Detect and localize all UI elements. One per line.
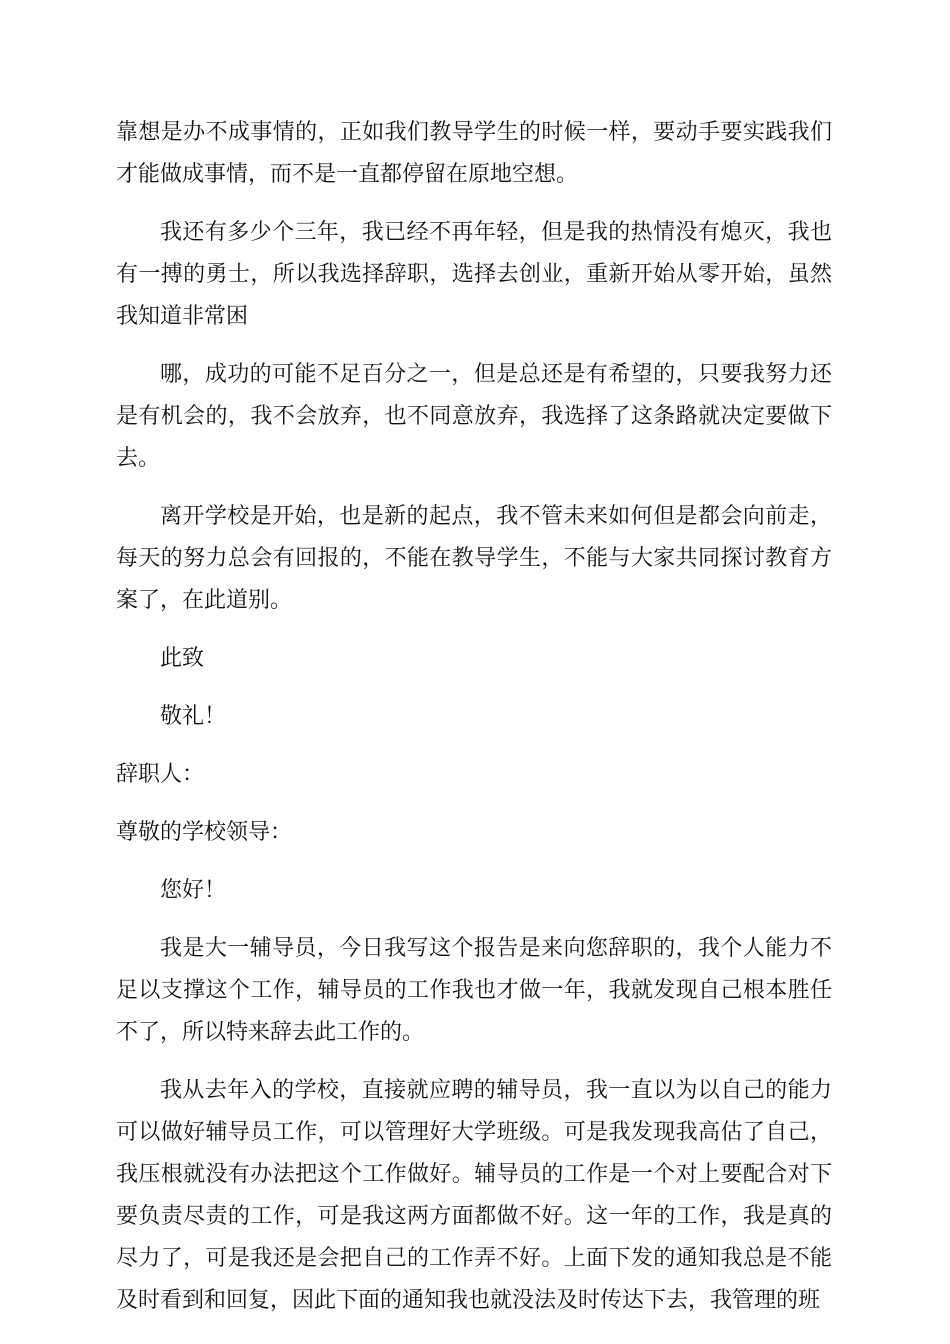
paragraph-line: 尊敬的学校领导： [116,820,293,845]
paragraph-line: 此致 [160,646,205,671]
paragraph-line: 敬礼！ [160,704,227,729]
paragraph-line: 可以做好辅导员工作，可以管理好大学班级。可是我发现我高估了自己， [116,1120,832,1145]
paragraph-line: 案了，在此道别。 [116,588,293,613]
paragraph-line: 不了，所以特来辞去此工作的。 [116,1020,425,1045]
paragraph-line: 足以支撑这个工作，辅导员的工作我也才做一年，我就发现自己根本胜任 [116,978,832,1003]
paragraph-line: 辞职人： [116,762,205,787]
paragraph [116,870,832,912]
paragraph [116,928,832,1054]
document-page [116,112,832,1338]
paragraph-line: 我压根就没有办法把这个工作做好。辅导员的工作是一个对上要配合对下 [116,1162,832,1187]
paragraph-line: 及时看到和回复，因此下面的通知我也就没法及时传达下去，我管理的班 [116,1288,821,1313]
paragraph-line: 离开学校是开始，也是新的起点，我不管未来如何但是都会向前走， [160,504,832,529]
paragraph-line: 您好！ [160,878,227,903]
paragraph [116,1070,832,1322]
paragraph-line: 我还有多少个三年，我已经不再年轻，但是我的热情没有熄灭，我也 [160,220,832,245]
paragraph-line: 才能做成事情，而不是一直都停留在原地空想。 [116,162,579,187]
paragraph [116,696,832,738]
paragraph-line: 我知道非常困 [116,304,249,329]
paragraph-line: 我从去年入的学校，直接就应聘的辅导员，我一直以为以自己的能力 [160,1078,832,1103]
paragraph [116,112,832,196]
paragraph [116,638,832,680]
paragraph [116,496,832,622]
paragraph-line: 尽力了，可是我还是会把自己的工作弄不好。上面下发的通知我总是不能 [116,1246,832,1271]
paragraph-line: 哪，成功的可能不足百分之一，但是总还是有希望的，只要我努力还 [160,362,832,387]
paragraph [116,212,832,338]
paragraph-line: 是有机会的，我不会放弃，也不同意放弃，我选择了这条路就决定要做下 [116,404,832,429]
paragraph-line: 每天的努力总会有回报的，不能在教导学生，不能与大家共同探讨教育方 [116,546,832,571]
paragraph-line: 要负责尽责的工作，可是我这两方面都做不好。这一年的工作，我是真的 [116,1204,832,1229]
paragraph [116,754,832,796]
paragraph [116,812,832,854]
paragraph-line: 去。 [116,446,161,471]
paragraph-line: 靠想是办不成事情的，正如我们教导学生的时候一样，要动手要实践我们 [116,120,832,145]
paragraph [116,354,832,480]
paragraph-line: 我是大一辅导员，今日我写这个报告是来向您辞职的，我个人能力不 [160,936,832,961]
paragraph-line: 有一搏的勇士，所以我选择辞职，选择去创业，重新开始从零开始，虽然 [116,262,832,287]
